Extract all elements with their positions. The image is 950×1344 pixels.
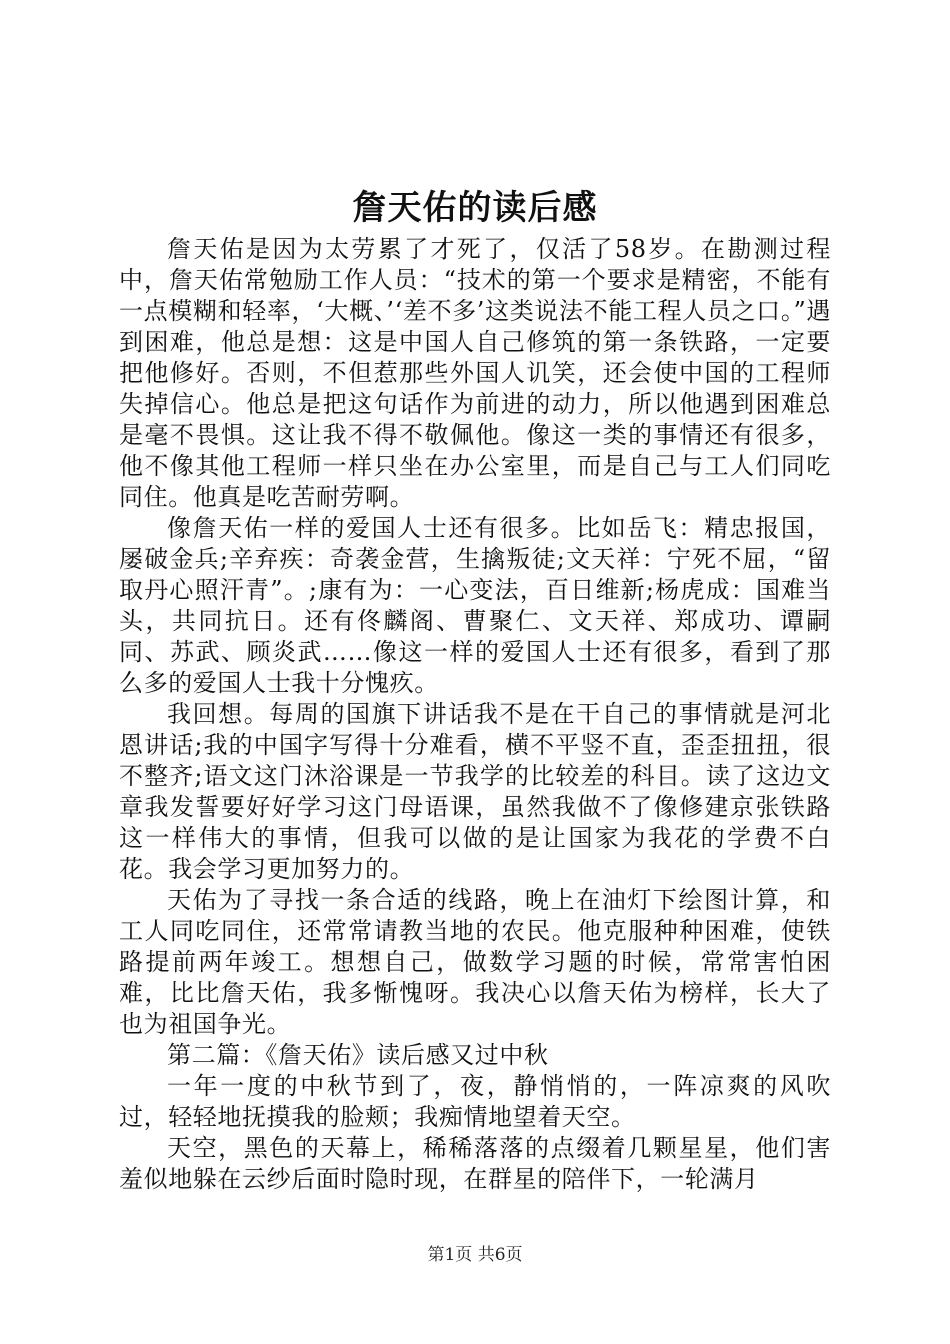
paragraph: 一年一度的中秋节到了，夜，静悄悄的，一阵凉爽的风吹过，轻轻地抚摸我的脸颊；我痴情地望着天空。: [119, 1072, 831, 1131]
section-heading: 第二篇：《詹天佑》读后感又过中秋: [167, 1041, 549, 1069]
paragraph: 天空，黑色的天幕上，稀稀落落的点缀着几颗星星，他们害羞似地躲在云纱后面时隐时现，在群星的陪伴下，一轮满月: [119, 1134, 831, 1193]
page-footer: 第1页 共6页: [427, 1245, 523, 1265]
paragraph: 詹天佑是因为太劳累了才死了，仅活了58岁。在勘测过程中，詹天佑常勉励工作人员：“技术的第一个要求是精密，不能有一点模糊和轻率，‘大概、’‘差不多’这类说法不能工程人员之口。”遇到困难，他总是想：这是中国人自己修筑的第一条铁路，一定要把他修好。否则，不但惹那些外国人讥笑，还会使中国的工程师失掉信心。他总是把这句话作为前进的动力，所以他遇到困难总是毫不畏惧。这让我不得不敬佩他。像这一类的事情还有很多，他不像其他工程师一样只坐在办公室里，而是自己与工人们同吃同住。他真是吃苦耐劳啊。: [119, 235, 831, 511]
document-body: [119, 234, 831, 1195]
paragraph: 天佑为了寻找一条合适的线路，晚上在油灯下绘图计算，和工人同吃同住，还常常请教当地的农民。他克服种种困难，使铁路提前两年竣工。想想自己，做数学习题的时候，常常害怕困难，比比詹天佑，我多惭愧呀。我决心以詹天佑为榜样，长大了也为祖国争光。: [119, 886, 831, 1038]
paragraph: 我回想。每周的国旗下讲话我不是在干自己的事情就是河北恩讲话;我的中国字写得十分难看，横不平竖不直，歪歪扭扭，很不整齐;语文这门沐浴课是一节我学的比较差的科目。读了这边文章我发誓要好好学习这门母语课，虽然我做不了像修建京张铁路这一样伟大的事情，但我可以做的是让国家为我花的学费不白花。我会学习更加努力的。: [119, 700, 831, 883]
document-title: 詹天佑的读后感: [352, 188, 598, 228]
paragraph: 像詹天佑一样的爱国人士还有很多。比如岳飞：精忠报国，屡破金兵;辛弃疾：奇袭金营，生擒叛徒;文天祥：宁死不屈，“留取丹心照汗青”。;康有为：一心变法，百日维新;杨虎成：国难当头，共同抗日。还有佟麟阁、曹聚仁、文天祥、郑成功、谭嗣同、苏武、顾炎武……像这一样的爱国人士还有很多，看到了那么多的爱国人士我十分愧疚。: [119, 514, 831, 697]
